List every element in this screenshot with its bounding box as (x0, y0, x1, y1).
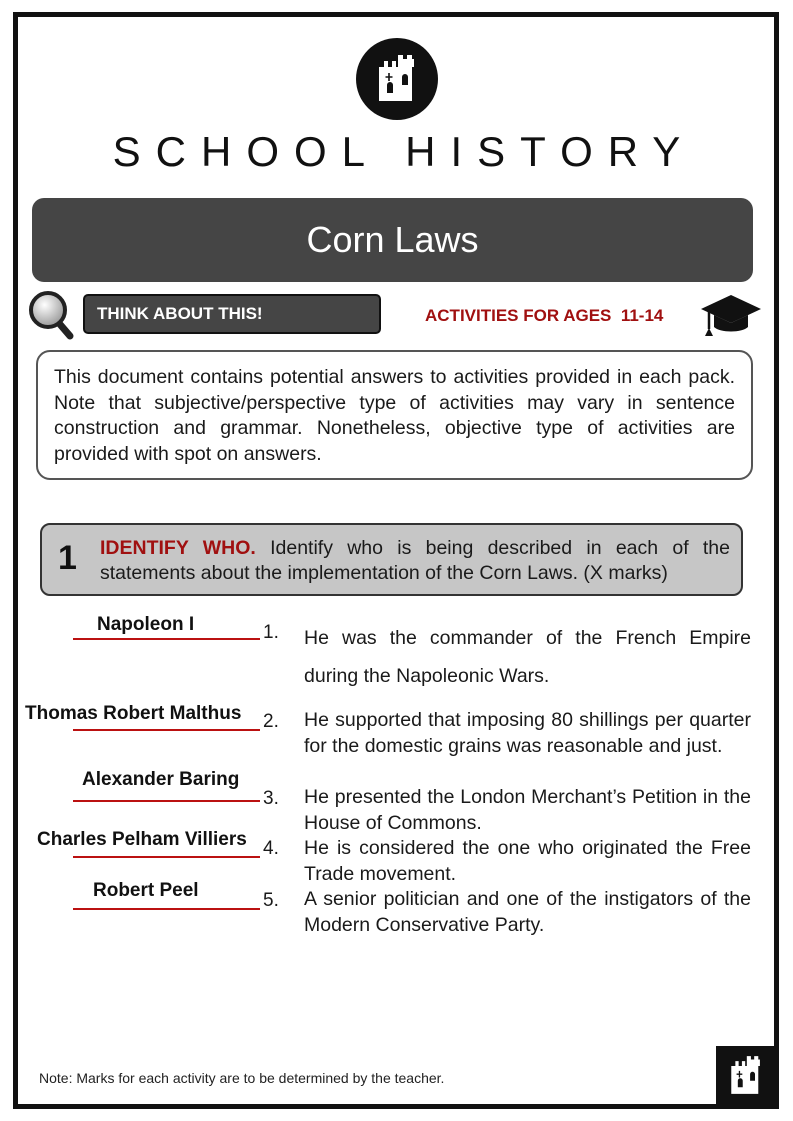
answer-line (73, 729, 260, 731)
ages-label: ACTIVITIES FOR AGES 11-14 (425, 306, 664, 325)
statement-3: He presented the London Merchant’s Petition in the House of Commons. (304, 786, 751, 834)
castle-icon (728, 1056, 764, 1094)
logo (356, 38, 438, 120)
statement-4: He is considered the one who originated the Free Trade movement. (304, 837, 751, 885)
answer-5: Robert Peel (93, 880, 199, 901)
answer-3: Alexander Baring (82, 769, 240, 790)
activity-header (40, 523, 743, 596)
castle-icon (375, 55, 419, 101)
footer-logo (716, 1046, 776, 1106)
answer-line (73, 856, 260, 858)
item-number: 4. (263, 838, 279, 859)
answer-1: Napoleon I (97, 614, 195, 635)
activity-number: 1 (58, 539, 77, 577)
magnifier-icon (28, 290, 76, 347)
activity-instruction-text: Identify who is being described in each of the statements about the implementation of the Corn Laws. (X marks) (100, 537, 730, 584)
footer-note (39, 1070, 444, 1086)
statement-2: He supported that imposing 80 shillings per quarter for the domestic grains was reasonable and just. (304, 709, 751, 757)
answer-4: Charles Pelham Villiers (37, 829, 247, 850)
note-label: Note: (39, 1070, 73, 1086)
item-number: 1. (263, 622, 279, 643)
brand-wordmark: SCHOOL HISTORY (112, 128, 696, 175)
statement-1: He was the commander of the French Empire during the Napoleonic Wars. (304, 627, 751, 687)
statement-5: A senior politician and one of the instigators of the Modern Conservative Party. (304, 888, 751, 936)
activity-instruction (100, 536, 730, 586)
activity-keyword: IDENTIFY WHO. (100, 537, 256, 559)
item-number: 2. (263, 711, 279, 732)
answer-2: Thomas Robert Malthus (25, 703, 242, 724)
answer-line (73, 638, 260, 640)
answer-line (73, 908, 260, 910)
note-text: Marks for each activity are to be determined by the teacher. (72, 1070, 445, 1086)
item-number: 5. (263, 890, 279, 911)
answer-line (73, 800, 260, 802)
intro-text: This document contains potential answers to activities provided in each pack. Note that subjective/perspective type of activities may vary in sentence construction and grammar. Nonetheless, objective type of activities are provided with spot on answers. (36, 350, 753, 480)
think-about-this-label: THINK ABOUT THIS! (83, 294, 381, 334)
page-title: Corn Laws (32, 198, 753, 282)
graduation-cap-icon (700, 292, 762, 345)
item-number: 3. (263, 788, 279, 809)
